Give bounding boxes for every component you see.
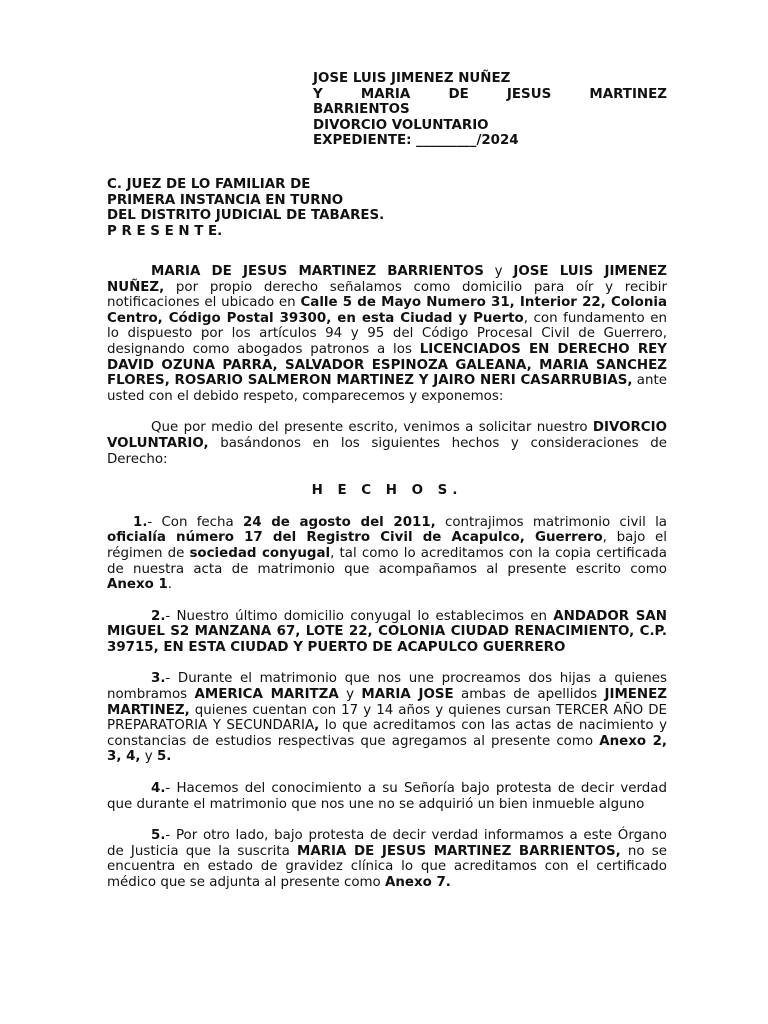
fact-bold: Anexo 7. (385, 875, 451, 890)
intro-paragraph (107, 264, 667, 404)
fact-bold: , (314, 718, 320, 734)
facts-heading: H E C H O S. (311, 483, 463, 499)
addressee-block (107, 177, 557, 239)
fact-text: y (338, 687, 362, 703)
fact-text: - Hacemos del conocimiento a su Señoría bajo protesta de decir verdad que durante el matrimonio que nos une no se adquirió un bien inmueble alguno (107, 781, 667, 812)
fact-text: . (167, 577, 173, 593)
fact-bold: JIMENEZ MARTINEZ, (107, 687, 667, 718)
fact-bold: Anexo 1 (107, 577, 168, 593)
addressee-presente: P R E S E N T E. (107, 223, 223, 239)
caption-party-2: Y MARIA DE JESUS MARTINEZ (313, 86, 667, 102)
fact-1 (107, 515, 667, 593)
fact-4 (107, 781, 667, 812)
addressee-line-1: C. JUEZ DE LO FAMILIAR DE (107, 177, 311, 192)
fact-text: , tal como lo acreditamos con la copia certificada de nuestra acta de matrimonio que acompañamos al presente escrito como (107, 545, 667, 577)
fact-3 (107, 671, 667, 765)
fact-bold: ANDADOR SAN MIGUEL S2 MANZANA 67, LOTE 22, COLONIA CIUDAD RENACIMIENTO, C.P. 39715, EN ESTA CIUDAD Y PUERTO DE ACAPULCO GUERRERO (107, 608, 667, 655)
fact-5 (107, 828, 667, 890)
fact-text: quienes cuentan con 17 y 14 años y quienes cursan TERCER AÑO DE PREPARATORIA Y SECUNDARIA (107, 702, 667, 734)
intro-text: , con fundamento en lo dispuesto por los artículos 94 y 95 del Código Procesal Civil de Guerrero, designando como abogados patronos a los (107, 310, 667, 357)
addressee-line-3: DEL DISTRITO JUDICIAL DE TABARES. (107, 208, 385, 224)
fact-text: - Por otro lado, bajo protesta de decir verdad informamos a este Órgano de Justicia que la suscrita (107, 828, 667, 859)
fact-text: ambas de apellidos (453, 687, 605, 703)
fact-text: y (140, 749, 157, 765)
fact-bold: 24 de agosto del 2011, (242, 514, 436, 530)
document-body (107, 264, 667, 891)
addressee-line-2: PRIMERA INSTANCIA EN TURNO (107, 192, 344, 208)
lawyers-list: LICENCIADOS EN DERECHO REY DAVID OZUNA PARRA, SALVADOR ESPINOZA GALEANA, MARIA SANCHEZ FLORES, ROSARIO SALMERON MARTINEZ Y JAIRO NERI CASARRUBIAS, (107, 341, 667, 389)
fact-number: 3. (151, 671, 166, 687)
fact-bold: 5. (156, 749, 172, 765)
fact-2 (107, 609, 667, 656)
fact-bold: sociedad conyugal (189, 545, 331, 561)
fact-bold: AMERICA MARITZA (194, 687, 339, 703)
request-paragraph (107, 420, 667, 467)
fact-text: contrajimos matrimonio civil la (435, 514, 667, 530)
fact-bold: MARIA JOSE (361, 687, 454, 703)
fact-text: - Con fecha (147, 514, 243, 530)
fact-text: no se encuentra en estado de gravidez clínica lo que acreditamos con el certificado médico que se adjunta al presente como (107, 843, 667, 890)
intro-text: ante usted con el debido respeto, comparecemos y exponemos: (107, 373, 667, 404)
fact-bold: oficialía número 17 del Registro Civil de Acapulco, Guerrero (107, 530, 603, 546)
fact-number: 4. (151, 781, 166, 797)
fact-number: 1. (133, 514, 148, 530)
fact-text: - Nuestro último domicilio conyugal lo establecimos en (165, 608, 554, 624)
fact-text: lo que acreditamos con las actas de nacimiento y constancias de estudios respectivas que agregamos al presente como (107, 718, 668, 749)
notification-address: Calle 5 de Mayo Numero 31, Interior 22, Colonia Centro, Código Postal 39300, en esta Ciudad y Puerto (107, 295, 667, 326)
fact-text: - Durante el matrimonio que nos une procreamos dos hijas a quienes nombramos (107, 671, 667, 703)
request-bold: DIVORCIO VOLUNTARIO, (107, 420, 667, 451)
fact-text: , bajo el régimen de (107, 530, 667, 561)
fact-number: 5. (151, 828, 166, 844)
caption-case-number: EXPEDIENTE: _________/2024 (313, 133, 519, 149)
case-caption (313, 71, 667, 149)
caption-case-type: DIVORCIO VOLUNTARIO (313, 117, 489, 133)
fact-bold: MARIA DE JESUS MARTINEZ BARRIENTOS, (297, 843, 621, 859)
fact-bold: Anexo 2, 3, 4, (107, 733, 667, 765)
caption-party-1: JOSE LUIS JIMENEZ NUÑEZ (313, 71, 511, 86)
petitioner-1-name: MARIA DE JESUS MARTINEZ BARRIENTOS (151, 264, 484, 279)
fact-number: 2. (151, 608, 166, 624)
request-text: basándonos en los siguientes hechos y consideraciones de Derecho: (107, 435, 667, 467)
caption-party-2-surname: BARRIENTOS (313, 102, 410, 118)
request-text: Que por medio del presente escrito, venimos a solicitar nuestro (151, 420, 593, 436)
petitioner-2-name: JOSE LUIS JIMENEZ NUÑEZ, (107, 264, 667, 295)
intro-text: y (483, 264, 514, 279)
intro-text: por propio derecho señalamos como domicilio para oír y recibir notificaciones el ubicado en (107, 279, 667, 311)
